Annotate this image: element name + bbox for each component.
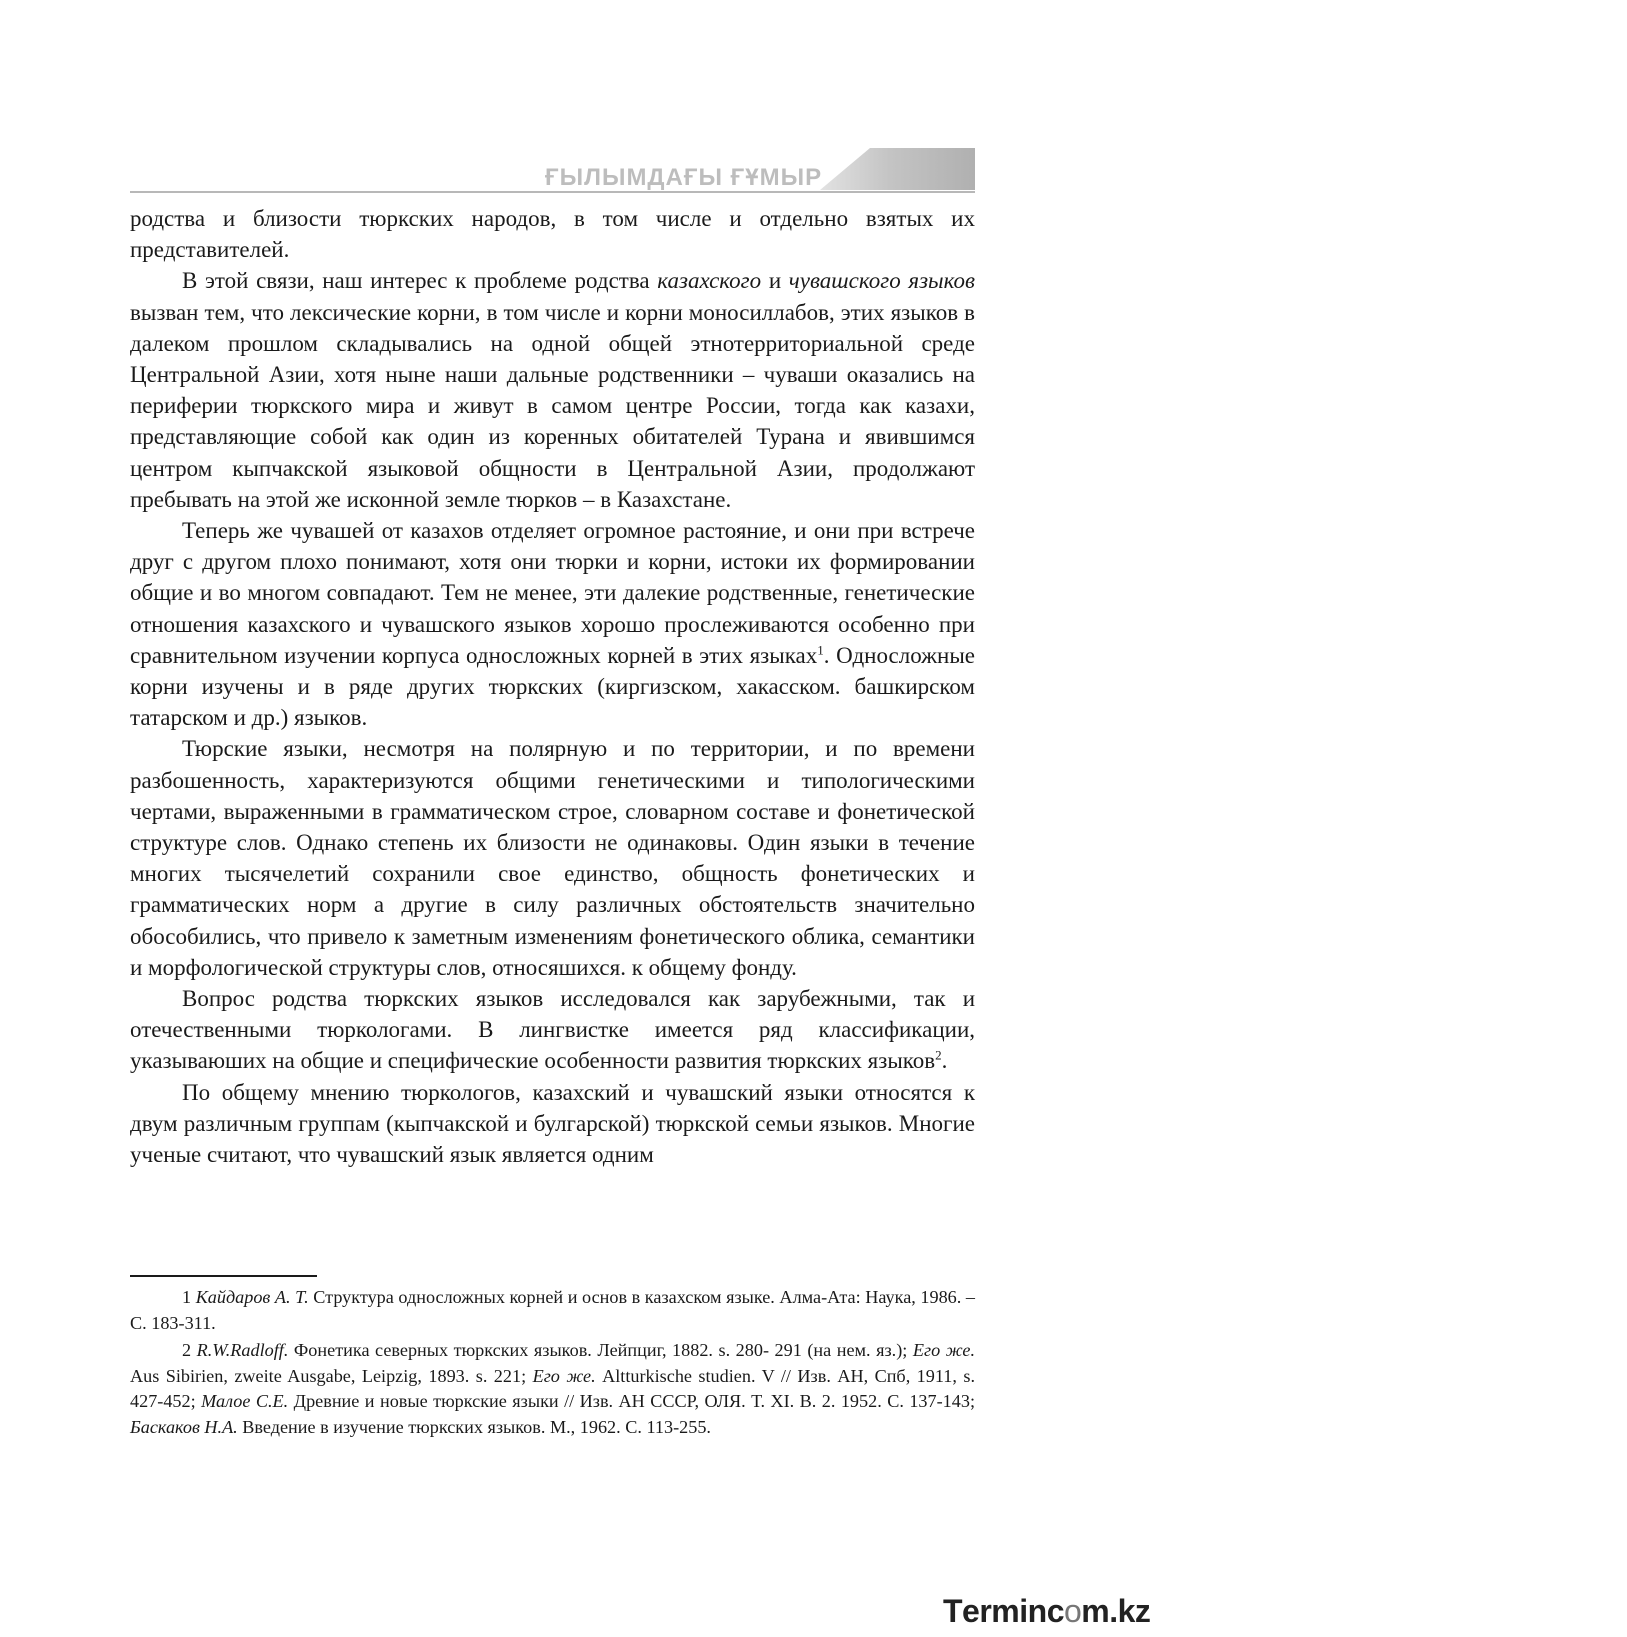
footnote-2-text-b: Фонетика северных тюркских языков. Лейпциг, 1882. s. 280- 291 (на нем. яз.); — [288, 1340, 913, 1360]
footnote-1-text: Структура односложных корней и основ в казахском языке. Алма-Ата: Наука, 1986. – С. 183-311. — [130, 1287, 975, 1333]
running-header — [130, 148, 1627, 196]
footnote-2-text-d: Aus Sibirien, zweite Ausgabe, Leipzig, 1893. s. 221; — [130, 1365, 533, 1386]
footnote-2-author-baskakov: Баскаков Н.А. — [130, 1416, 238, 1437]
paragraph-3-text-a: Теперь же чувашей от казахов отделяет огромное растояние, и они при встрече друг с другом плохо понимают, хотя они тюрки и корни, истоки их формировании общие и во многом совпадают. Тем не менее, эти далекие родственные, генетические отношения казахского и чувашского языков хорошо прослеживаются особенно при сравнительном изучении корпуса односложных корней в этих языках — [130, 518, 975, 668]
termincom-watermark — [943, 1593, 1150, 1630]
footnote-rule — [130, 1275, 317, 1277]
footnote-2-author-malov: Малое С.Е. — [201, 1391, 289, 1411]
footnote-ref-1: 1 — [817, 642, 824, 658]
footnote-2-text-f: Altturkische studien. V // Изв. АН, Спб, 1911, s. 427-452; — [130, 1365, 975, 1411]
footnote-1-number: 1 — [182, 1287, 196, 1307]
footnote-2-number: 2 — [182, 1340, 197, 1360]
footnote-2-author-radloff: R.W.Radloff. — [196, 1340, 289, 1360]
watermark-text-b: m.kz — [1081, 1593, 1151, 1629]
paragraph-2-text-e: вызван тем, что лексические корни, в том числе и корни моносиллабов, этих языков в далеком прошлом складывались на одной общей этнотерриториальной среде Центральной Азии, хотя ныне наши дальные родственники – чуваши оказались на периферии тюркского мира и живут в самом центре России, тогда как казахи, представляющие собой как один из коренных обитателей Турана и явившимся центром кыпчакской языковой общности в Центральной Азии, продолжают пребывать на этой же исконной земле тюрков – в Казахстане. — [130, 299, 975, 512]
paragraph-5-text-a: Вопрос родства тюркских языков исследовался как зарубежными, так и отечественными тюркологами. В лингвистке имеется ряд классификации, указываюших на общие и специфические особенности развития тюркских языков — [130, 986, 975, 1074]
footnote-2-text-h: Древние и новые тюркские языки // Изв. АН СССР, ОЛЯ. Т. XI. В. 2. 1952. С. 137-143; — [288, 1391, 975, 1411]
paragraph-3-text-b: . Односложные корни изучены и в ряде других тюркских (киргизском, хакасском. башкирском татарском и др.) языков. — [130, 642, 975, 731]
paragraph-2-italic-kazakh: казахского — [657, 268, 762, 294]
footnote-2-ibid-1: Его же. — [912, 1340, 975, 1360]
page-number: 61 — [1600, 152, 1627, 179]
footnote-2 — [130, 1338, 975, 1440]
header-rule — [130, 191, 975, 193]
footnote-2-text-j: Введение в изучение тюркских языков. М., 1962. С. 113-255. — [237, 1416, 711, 1437]
watermark-text-a: erminc — [962, 1593, 1064, 1629]
watermark-o: o — [1063, 1593, 1082, 1629]
paragraph-1: родства и близости тюркских народов, в том числе и отдельно взятых их представителей. — [130, 206, 975, 263]
paragraph-2 — [130, 265, 975, 515]
paragraph-5-text-b: . — [941, 1048, 948, 1074]
footnote-1 — [130, 1285, 975, 1336]
footnotes — [130, 1285, 975, 1442]
paragraph-5 — [130, 983, 975, 1077]
running-header-title: ҒЫЛЫМДАҒЫ ҒҰМЫР — [545, 164, 823, 191]
paragraph-3 — [130, 515, 975, 733]
footnote-ref-2: 2 — [935, 1047, 942, 1063]
paragraph-2-italic-chuvash: чувашского языков — [788, 268, 976, 294]
footnote-1-author: Кайдаров А. Т. — [195, 1287, 309, 1307]
footnote-2-ibid-2: Его же. — [532, 1365, 596, 1386]
main-text — [130, 203, 975, 1170]
paragraph-2-text-c: и — [761, 268, 789, 294]
paragraph-4: Тюрские языки, несмотря на полярную и по территории, и по времени разбошенность, характеризуются общими генетическими и типологическими чертами, выраженными в грамматическом строе, словарном составе и фонетической структуре слов. Однако степень их близости не одинаковы. Один языки в течение многих тысячелетий сохранили свое единство, общность фонетических и грамматических норм а другие в силу различных обстоятельств значительно обособились, что привело к заметным изменениям фонетического облика, семантики и морфологической структуры слов, относяшихся. к общему фонду. — [130, 736, 975, 980]
paragraph-6: По общему мнению тюркологов, казахский и чувашский языки относятся к двум различным группам (кыпчакской и булгарской) тюркской семьи языков. Многие ученые считают, что чувашский язык является одним — [130, 1079, 975, 1168]
watermark-t: T — [943, 1593, 963, 1629]
page-number-tab — [820, 148, 1627, 190]
header-tab-shape — [820, 148, 975, 190]
paragraph-2-text-a: В этой связи, наш интерес к проблеме родства — [182, 268, 658, 294]
